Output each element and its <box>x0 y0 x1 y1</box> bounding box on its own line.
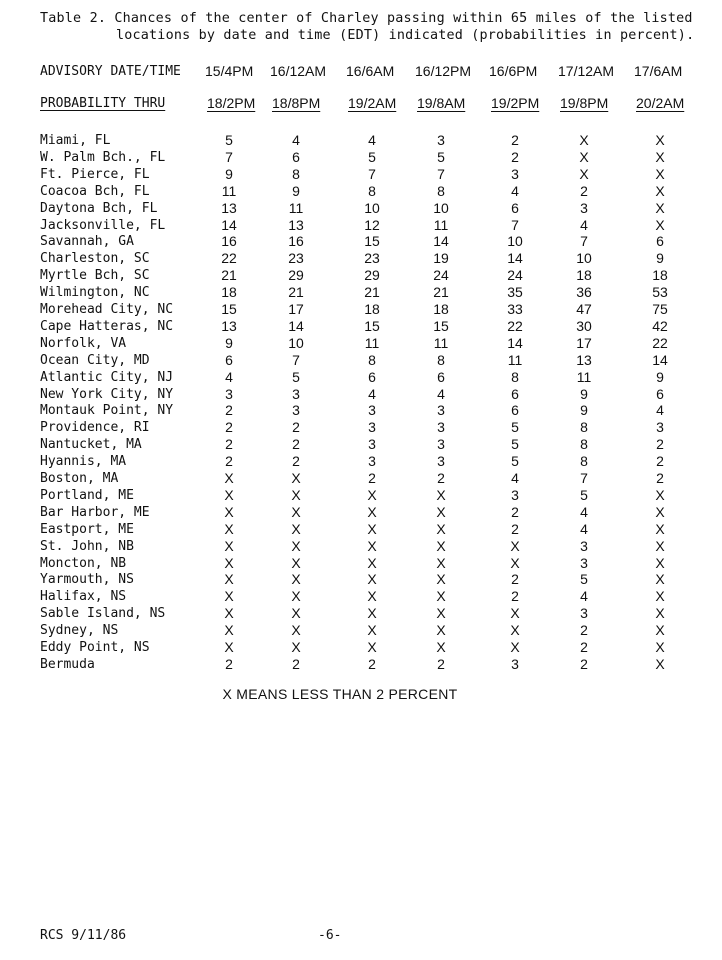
probability-cell: 3 <box>368 436 376 453</box>
location-name: Eddy Point, NS <box>40 640 150 655</box>
location-name: Sable Island, NS <box>40 606 166 622</box>
probability-cell: X <box>367 571 377 588</box>
advisory-time-header: 17/6AM <box>634 63 683 79</box>
probability-cell: 2 <box>656 436 664 453</box>
probability-cell: X <box>291 537 301 554</box>
probability-cell: 4 <box>368 132 376 148</box>
probability-cell: 10 <box>364 199 380 216</box>
probability-thru-header: 19/2AM <box>348 95 397 111</box>
probability-cell: 4 <box>292 132 300 148</box>
probability-cell: 4 <box>437 385 445 402</box>
probability-cell: 15 <box>433 317 449 334</box>
location-name: Morehead City, NC <box>40 302 174 317</box>
probability-cell: X <box>291 639 301 655</box>
probability-cell: X <box>655 605 665 622</box>
probability-cell: 3 <box>437 132 445 148</box>
probability-cell: 3 <box>292 402 300 419</box>
probability-cell: 3 <box>580 199 588 216</box>
probability-cell: 2 <box>580 655 588 672</box>
probability-cell: X <box>291 554 301 571</box>
probability-cell: 2 <box>292 655 300 672</box>
probability-cell: X <box>655 622 665 639</box>
location-name: Cape Hatteras, NC <box>40 318 174 334</box>
probability-cell: X <box>291 470 301 486</box>
probability-cell: 21 <box>221 267 237 284</box>
probability-cell: 17 <box>576 334 592 351</box>
probability-cell: 4 <box>368 385 376 402</box>
probability-cell: 10 <box>576 250 592 267</box>
probability-cell: X <box>655 486 665 503</box>
advisory-time-header: 16/6AM <box>346 63 395 79</box>
probability-cell: 9 <box>225 165 233 182</box>
probability-thru-header: 20/2AM <box>636 95 685 111</box>
probability-cell: 16 <box>221 233 237 250</box>
probability-cell: X <box>510 639 520 655</box>
probability-cell: X <box>655 588 665 605</box>
probability-cell: 2 <box>511 503 519 520</box>
probability-cell: 3 <box>511 165 519 182</box>
probability-cell: 3 <box>437 402 445 419</box>
probability-cell: X <box>655 216 665 233</box>
probability-cell: 6 <box>511 385 519 402</box>
probability-cell: 7 <box>580 233 588 250</box>
probability-cell: 8 <box>580 453 588 470</box>
footer-author-date: RCS 9/11/86 <box>40 928 127 943</box>
probability-cell: 14 <box>507 334 523 351</box>
probability-cell: X <box>436 639 446 655</box>
probability-cell: 4 <box>580 588 588 605</box>
probability-cell: 14 <box>507 250 523 267</box>
probability-cell: 6 <box>437 368 445 385</box>
probability-cell: X <box>224 520 234 537</box>
probability-cell: 5 <box>511 453 519 470</box>
location-name: Coacoa Bch, FL <box>40 183 150 199</box>
location-name: Norfolk, VA <box>40 335 127 351</box>
probability-cell: 11 <box>576 368 592 385</box>
probability-cell: 2 <box>225 402 233 419</box>
probability-cell: 15 <box>364 317 380 334</box>
probability-cell: X <box>367 588 377 605</box>
probability-cell: X <box>655 537 665 554</box>
location-name: Ft. Pierce, FL <box>40 166 150 182</box>
probability-cell: 2 <box>580 622 588 639</box>
probability-cell: 6 <box>292 148 300 165</box>
probability-cell: 12 <box>364 216 380 233</box>
probability-cell: X <box>655 571 665 588</box>
probability-cell: 14 <box>433 233 449 250</box>
probability-cell: X <box>436 571 446 588</box>
advisory-time-header: 15/4PM <box>205 63 254 79</box>
probability-cell: 2 <box>511 132 519 148</box>
location-name: Montauk Point, NY <box>40 403 174 419</box>
probability-cell: 35 <box>507 284 523 301</box>
probability-cell: X <box>224 486 234 503</box>
probability-cell: 9 <box>656 368 664 385</box>
probability-cell: 24 <box>507 267 523 284</box>
probability-cell: 3 <box>437 453 445 470</box>
probability-cell: 75 <box>652 301 668 317</box>
location-name: Eastport, ME <box>40 521 134 537</box>
probability-cell: X <box>655 639 665 655</box>
probability-cell: 36 <box>576 284 592 301</box>
probability-cell: X <box>367 520 377 537</box>
probability-cell: 5 <box>511 436 519 453</box>
probability-thru-header: 18/2PM <box>207 95 256 111</box>
probability-cell: X <box>367 554 377 571</box>
probability-cell: 2 <box>511 571 519 588</box>
probability-cell: 2 <box>225 655 233 672</box>
probability-cell: X <box>224 622 234 639</box>
probability-cell: X <box>367 605 377 622</box>
location-name: Wilmington, NC <box>40 285 150 301</box>
probability-cell: 3 <box>292 385 300 402</box>
probability-cell: X <box>224 554 234 571</box>
location-name: Miami, FL <box>40 133 111 148</box>
page-number: -6- <box>318 928 342 943</box>
probability-cell: 8 <box>368 351 376 368</box>
probability-cell: X <box>291 588 301 605</box>
probability-cell: 2 <box>368 470 376 486</box>
probability-cell: 6 <box>511 402 519 419</box>
probability-cell: 11 <box>507 351 523 368</box>
probability-cell: X <box>224 503 234 520</box>
probability-cell: 5 <box>511 419 519 436</box>
advisory-time-header: 17/12AM <box>558 63 615 79</box>
probability-cell: 4 <box>225 368 233 385</box>
advisory-time-header: 16/12PM <box>415 63 472 79</box>
probability-cell: 9 <box>580 402 588 419</box>
probability-cell: 18 <box>221 284 237 301</box>
location-name: St. John, NB <box>40 538 134 554</box>
probability-cell: 11 <box>221 182 237 199</box>
probability-cell: 47 <box>576 301 592 317</box>
probability-cell: 17 <box>288 301 304 317</box>
probability-cell: 13 <box>221 317 237 334</box>
probability-cell: X <box>436 520 446 537</box>
probability-cell: 8 <box>292 165 300 182</box>
probability-cell: 5 <box>225 132 233 148</box>
probability-cell: 14 <box>652 351 668 368</box>
probability-cell: X <box>579 132 589 148</box>
probability-cell: 10 <box>507 233 523 250</box>
probability-cell: X <box>436 588 446 605</box>
probability-cell: X <box>291 520 301 537</box>
probability-cell: 33 <box>507 301 523 317</box>
probability-cell: 8 <box>437 351 445 368</box>
probability-cell: 2 <box>511 520 519 537</box>
probability-cell: X <box>655 655 665 672</box>
probability-cell: X <box>367 639 377 655</box>
probability-cell: 7 <box>437 165 445 182</box>
probability-cell: X <box>579 165 589 182</box>
probability-cell: X <box>436 554 446 571</box>
probability-cell: 24 <box>433 267 449 284</box>
probability-cell: 18 <box>364 301 380 317</box>
probability-cell: 4 <box>580 520 588 537</box>
probability-cell: 2 <box>292 453 300 470</box>
probability-cell: 13 <box>288 216 304 233</box>
probability-cell: 22 <box>221 250 237 267</box>
probability-thru-header: 19/8AM <box>417 95 466 111</box>
probability-cell: 8 <box>580 419 588 436</box>
probability-cell: 2 <box>292 436 300 453</box>
probability-cell: X <box>436 605 446 622</box>
advisory-header-label: ADVISORY DATE/TIME <box>40 64 181 79</box>
location-name: Hyannis, MA <box>40 454 127 470</box>
probability-cell: 14 <box>288 317 304 334</box>
probability-cell: 2 <box>656 453 664 470</box>
probability-cell: X <box>291 605 301 622</box>
probability-cell: 29 <box>288 267 304 284</box>
probability-cell: X <box>579 148 589 165</box>
probability-cell: 2 <box>437 655 445 672</box>
probability-cell: X <box>436 622 446 639</box>
probability-cell: 7 <box>580 470 588 486</box>
probability-cell: 18 <box>652 267 668 284</box>
location-name: Atlantic City, NJ <box>40 369 174 385</box>
table-caption <box>40 10 710 44</box>
probability-cell: 3 <box>437 419 445 436</box>
probability-cell: 9 <box>656 250 664 267</box>
probability-cell: 7 <box>368 165 376 182</box>
probability-cell: 2 <box>292 419 300 436</box>
probability-cell: 2 <box>225 436 233 453</box>
probability-cell: 7 <box>511 216 519 233</box>
probability-cell: X <box>655 199 665 216</box>
location-name: Daytona Bch, FL <box>40 200 158 216</box>
location-name: Jacksonville, FL <box>40 217 166 233</box>
probability-cell: 18 <box>576 267 592 284</box>
probability-cell: 3 <box>580 537 588 554</box>
probability-cell: X <box>655 165 665 182</box>
location-name: Bar Harbor, ME <box>40 504 150 520</box>
probability-cell: 8 <box>580 436 588 453</box>
probability-cell: 11 <box>433 216 449 233</box>
probability-cell: 2 <box>511 148 519 165</box>
probability-cell: 9 <box>580 385 588 402</box>
probability-cell: 3 <box>368 419 376 436</box>
probability-cell: 11 <box>288 199 304 216</box>
probability-cell: 4 <box>656 402 664 419</box>
probability-cell: X <box>224 639 234 655</box>
probability-cell: 30 <box>576 317 592 334</box>
location-name: Halifax, NS <box>40 589 127 605</box>
probability-cell: 2 <box>225 419 233 436</box>
probability-cell: 22 <box>652 334 668 351</box>
probability-cell: 3 <box>511 486 519 503</box>
probability-cell: X <box>655 554 665 571</box>
probability-cell: X <box>655 520 665 537</box>
probability-cell: 2 <box>437 470 445 486</box>
probability-cell: 6 <box>511 199 519 216</box>
probability-cell: 21 <box>288 284 304 301</box>
probability-header-label: PROBABILITY THRU <box>40 96 166 111</box>
probability-cell: X <box>291 622 301 639</box>
probability-cell: 8 <box>511 368 519 385</box>
probability-cell: X <box>291 503 301 520</box>
probability-cell: 13 <box>221 199 237 216</box>
probability-cell: X <box>224 588 234 605</box>
probability-cell: 22 <box>507 317 523 334</box>
probability-cell: 2 <box>580 639 588 655</box>
location-name: Nantucket, MA <box>40 437 142 453</box>
probability-cell: X <box>291 571 301 588</box>
probability-cell: 5 <box>580 486 588 503</box>
probability-thru-header: 19/2PM <box>491 95 540 111</box>
probability-cell: 5 <box>580 571 588 588</box>
probability-cell: 19 <box>433 250 449 267</box>
probability-cell: 5 <box>292 368 300 385</box>
probability-cell: X <box>367 622 377 639</box>
probability-cell: 53 <box>652 284 668 301</box>
probability-cell: 3 <box>580 554 588 571</box>
probability-cell: 3 <box>437 436 445 453</box>
probability-cell: 3 <box>511 655 519 672</box>
probability-cell: 7 <box>292 351 300 368</box>
location-name: Myrtle Bch, SC <box>40 268 150 284</box>
advisory-time-header: 16/12AM <box>270 63 327 79</box>
probability-cell: 8 <box>368 182 376 199</box>
probability-cell: 14 <box>221 216 237 233</box>
probability-cell: X <box>436 486 446 503</box>
location-name: Moncton, NB <box>40 555 127 571</box>
probability-cell: 6 <box>225 351 233 368</box>
probability-cell: X <box>510 554 520 571</box>
probability-cell: 29 <box>364 267 380 284</box>
caption-line-2: locations by date and time (EDT) indicated (probabilities in percent). <box>116 28 695 43</box>
probability-cell: X <box>224 571 234 588</box>
probability-thru-header: 18/8PM <box>272 95 321 111</box>
probability-cell: X <box>367 503 377 520</box>
probability-cell: 15 <box>221 301 237 317</box>
location-name: New York City, NY <box>40 386 174 402</box>
probability-cell: 4 <box>511 182 519 199</box>
probability-cell: 5 <box>368 148 376 165</box>
probability-cell: 13 <box>576 351 592 368</box>
probability-cell: X <box>655 182 665 199</box>
probability-cell: X <box>367 486 377 503</box>
probability-cell: 2 <box>225 453 233 470</box>
probability-cell: 23 <box>288 250 304 267</box>
probability-cell: 8 <box>437 182 445 199</box>
probability-cell: X <box>655 503 665 520</box>
probability-cell: X <box>436 503 446 520</box>
probability-cell: X <box>224 537 234 554</box>
probability-thru-header: 19/8PM <box>560 95 609 111</box>
probability-cell: X <box>291 486 301 503</box>
location-name: Charleston, SC <box>40 251 150 267</box>
probability-cell: 6 <box>656 233 664 250</box>
probability-cell: X <box>224 470 234 486</box>
probability-cell: 23 <box>364 250 380 267</box>
probability-cell: 2 <box>656 470 664 486</box>
probability-cell: 42 <box>652 317 668 334</box>
location-name: Providence, RI <box>40 420 150 436</box>
location-name: Ocean City, MD <box>40 352 150 368</box>
probability-cell: 11 <box>433 334 449 351</box>
probability-cell: 3 <box>368 402 376 419</box>
probability-cell: 10 <box>288 334 304 351</box>
probability-cell: 15 <box>364 233 380 250</box>
location-name: Bermuda <box>40 656 95 672</box>
probability-cell: 7 <box>225 148 233 165</box>
probability-cell: 10 <box>433 199 449 216</box>
probability-cell: 2 <box>368 655 376 672</box>
probability-cell: X <box>510 605 520 622</box>
probability-cell: X <box>655 132 665 148</box>
probability-cell: 3 <box>225 385 233 402</box>
location-name: Yarmouth, NS <box>40 572 134 588</box>
probability-cell: 9 <box>225 334 233 351</box>
probability-cell: 3 <box>368 453 376 470</box>
probability-cell: 6 <box>368 368 376 385</box>
location-name: W. Palm Bch., FL <box>40 149 166 165</box>
location-name: Savannah, GA <box>40 234 134 250</box>
caption-line-1: Table 2. Chances of the center of Charley passing within 65 miles of the listed <box>40 11 693 26</box>
probability-cell: 4 <box>580 216 588 233</box>
location-name: Boston, MA <box>40 471 119 486</box>
probability-cell: X <box>510 537 520 554</box>
probability-cell: 6 <box>656 385 664 402</box>
location-name: Portland, ME <box>40 487 134 503</box>
advisory-time-header: 16/6PM <box>489 63 538 79</box>
probability-cell: 18 <box>433 301 449 317</box>
table-note: X MEANS LESS THAN 2 PERCENT <box>222 686 458 702</box>
probability-cell: 4 <box>511 470 519 486</box>
probability-cell: X <box>510 622 520 639</box>
probability-cell: X <box>367 537 377 554</box>
probability-cell: 16 <box>288 233 304 250</box>
probability-cell: 3 <box>656 419 664 436</box>
probability-cell: 3 <box>580 605 588 622</box>
probability-cell: 21 <box>433 284 449 301</box>
probability-cell: 11 <box>364 334 380 351</box>
probability-cell: X <box>224 605 234 622</box>
probability-cell: 2 <box>580 182 588 199</box>
probability-cell: 21 <box>364 284 380 301</box>
probability-cell: 5 <box>437 148 445 165</box>
probability-cell: 9 <box>292 182 300 199</box>
probability-cell: X <box>436 537 446 554</box>
location-name: Sydney, NS <box>40 623 119 639</box>
probability-cell: 4 <box>580 503 588 520</box>
probability-cell: X <box>655 148 665 165</box>
probability-cell: 2 <box>511 588 519 605</box>
